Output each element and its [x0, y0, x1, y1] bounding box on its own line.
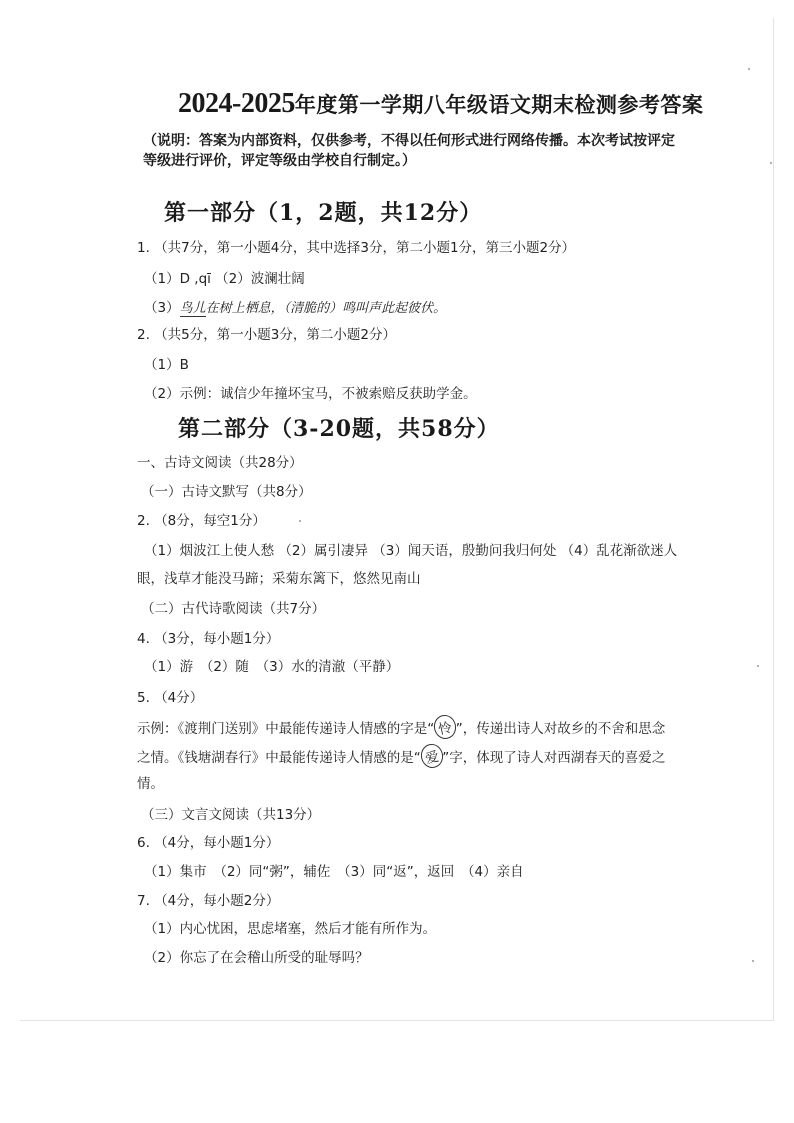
q3-answer-line-1: （1）烟波江上使人愁 （2）属引凄异 （3）闻天语，殷勤问我归何处 （4）乱花渐欲迷人: [144, 543, 678, 559]
q5-circled-char-2: 爱: [418, 742, 444, 770]
q1-answer-1-2: （1）D ,qī （2）波澜壮阔: [144, 271, 305, 287]
subsection2-heading: （二）古代诗歌阅读（共7分）: [141, 601, 326, 617]
q5-answer-line-3: 情。: [137, 776, 164, 792]
title-year: 2024-2025: [178, 88, 295, 119]
q5-answer-line-2: [137, 744, 665, 768]
q5-line2-start: 之情。《钱塘湖春行》中最能传递诗人情感的是“: [137, 750, 421, 766]
q2-answer-2: （2）示例：诚信少年撞坏宝马，不被索赔反获助学金。: [144, 386, 477, 402]
q1-header: 1. （共7分，第一小题4分，其中选择3分，第二小题1分，第三小题2分）: [137, 240, 576, 256]
q2-header: 2. （共5分，第一小题3分，第二小题2分）: [137, 327, 396, 343]
q4-header: 4. （3分，每小题1分）: [137, 631, 280, 647]
q7-answer-2: （2）你忘了在会稽山所受的耻辱吗？: [144, 950, 369, 966]
scan-speck: [299, 520, 301, 522]
q7-header: 7. （4分，每小题2分）: [137, 893, 280, 909]
section1-heading: 一、古诗文阅读（共28分）: [137, 455, 303, 471]
q1-answer-3-prefix: （3）: [144, 300, 180, 316]
part2-heading: 第二部分（3-20题，共58分）: [178, 416, 500, 442]
note-line-1: （说明：答案为内部资料，仅供参考，不得以任何形式进行网络传播。本次考试按评定: [143, 133, 675, 149]
subsection1-heading: （一）古诗文默写（共8分）: [141, 484, 312, 500]
q5-line2-end: ”字，体现了诗人对西湖春天的喜爱之: [442, 750, 666, 766]
q1-answer-3-underlined: 鸟儿: [179, 301, 206, 316]
q7-answer-1: （1）内心忧困，思虑堵塞，然后才能有所作为。: [144, 921, 437, 937]
q5-circled-char-1: 怜: [432, 713, 458, 741]
q3-answer-line-2: 眼，浅草才能没马蹄；采菊东篱下，悠然见南山: [137, 571, 421, 587]
scan-speck: [757, 665, 759, 667]
q1-answer-3: [144, 296, 446, 316]
scan-speck: [748, 68, 750, 70]
q6-answers: （1）集市 （2）同“粥”，辅佐 （3）同“返”，返回 （4）亲自: [144, 864, 524, 880]
q5-line1-start: 示例：《渡荆门送别》中最能传递诗人情感的字是“: [137, 721, 435, 737]
document-title: [178, 88, 703, 120]
scan-speck: [770, 162, 772, 164]
part1-heading: 第一部分（1，2题，共12分）: [164, 200, 483, 226]
title-text: 年度第一学期八年级语文期末检测参考答案: [294, 92, 704, 117]
scan-speck: [752, 960, 754, 962]
q5-line1-end: ”，传递出诗人对故乡的不舍和思念: [455, 721, 666, 737]
q5-answer-line-1: [137, 715, 665, 739]
q3-header: 2. （8分，每空1分）: [137, 513, 266, 529]
q2-answer-1: （1）B: [144, 357, 189, 373]
subsection3-heading: （三）文言文阅读（共13分）: [141, 807, 321, 823]
note-line-2: 等级进行评价，评定等级由学校自行制定。）: [143, 153, 416, 169]
q1-answer-3-rest: 在树上栖息，（清脆的）鸣叫声此起彼伏。: [205, 301, 447, 316]
q5-header: 5. （4分）: [137, 690, 204, 706]
q6-header: 6. （4分，每小题1分）: [137, 835, 280, 851]
q4-answers: （1）游 （2）随 （3）水的清澈（平静）: [144, 659, 400, 675]
